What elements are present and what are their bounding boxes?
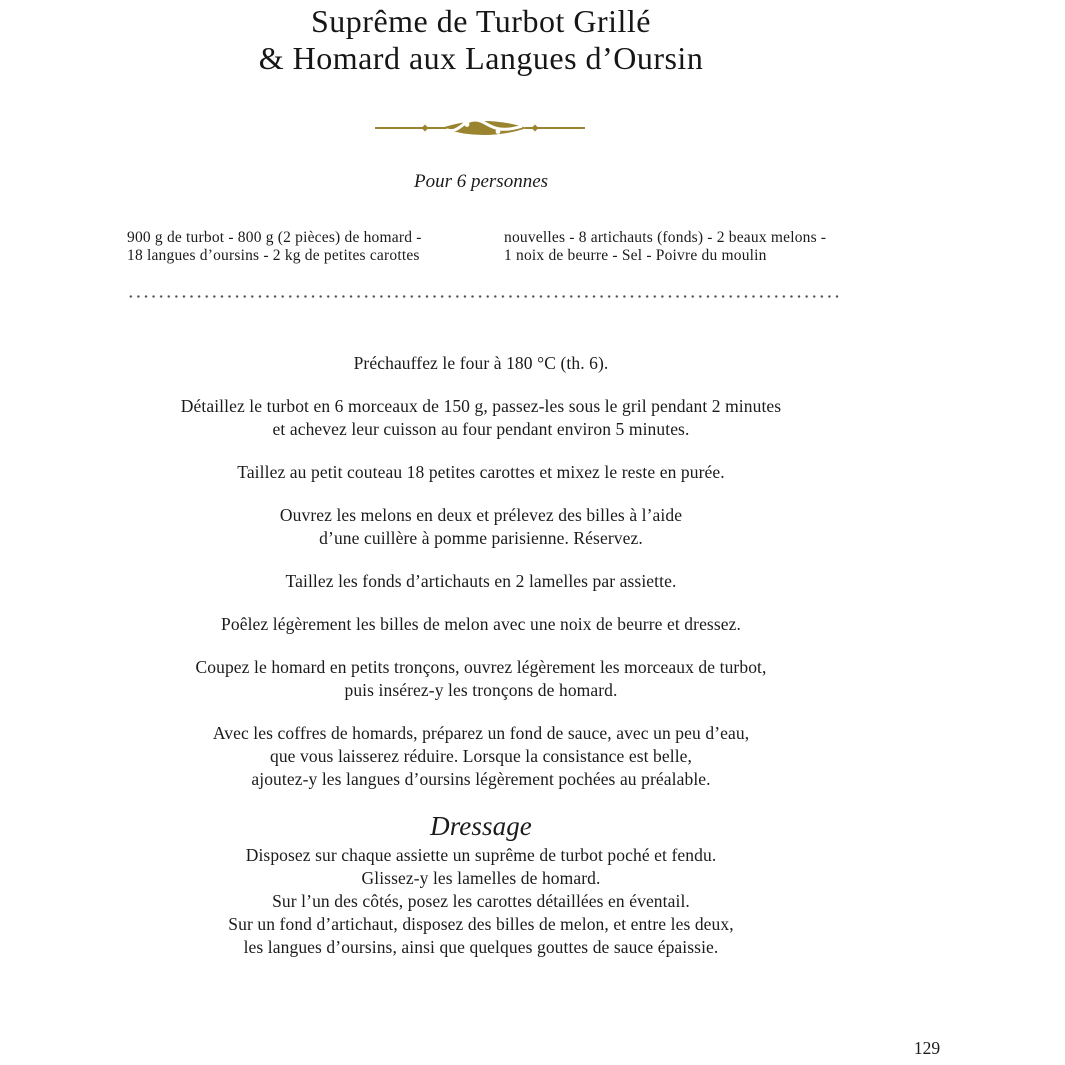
recipe-step <box>0 570 962 593</box>
dressage-line: Sur l’un des côtés, posez les carottes détaillées en éventail. <box>272 891 690 911</box>
text-line: Détaillez le turbot en 6 morceaux de 150 g, passez-les sous le gril pendant 2 minutes <box>180 396 782 416</box>
recipe-title-line1: Suprême de Turbot Grillé <box>311 3 651 39</box>
dressage-line: les langues d’oursins, ainsi que quelques gouttes de sauce épaissie. <box>243 937 719 957</box>
recipe-body <box>0 352 962 959</box>
recipe-title-line2: & Homard aux Langues d’Oursin <box>258 40 704 76</box>
text-line: puis insérez-y les tronçons de homard. <box>344 680 618 700</box>
ingredients-column-1 <box>127 229 466 264</box>
dressage-line: Sur un fond d’artichaut, disposez des billes de melon, et entre les deux, <box>228 914 734 934</box>
text-line: Coupez le homard en petits tronçons, ouvrez légèrement les morceaux de turbot, <box>195 657 767 677</box>
ingredient-line: 18 langues d’oursins - 2 kg de petites carottes <box>127 246 420 264</box>
dressage-lines <box>0 844 962 959</box>
recipe-step <box>0 395 962 441</box>
dressage-heading: Dressage <box>430 811 532 841</box>
text-line: Taillez les fonds d’artichauts en 2 lamelles par assiette. <box>285 571 677 591</box>
recipe-step <box>0 504 962 550</box>
dressage-line: Glissez-y les lamelles de homard. <box>361 868 601 888</box>
text-line: ajoutez-y les langues d’oursins légèrement pochées au préalable. <box>251 769 711 789</box>
recipe-step <box>0 722 962 791</box>
recipe-steps <box>0 352 962 791</box>
text-line: Taillez au petit couteau 18 petites carottes et mixez le reste en purée. <box>237 462 725 482</box>
text-line: que vous laisserez réduire. Lorsque la consistance est belle, <box>269 746 693 766</box>
dressage-line: Disposez sur chaque assiette un suprême de turbot poché et fendu. <box>245 845 717 865</box>
text-line: et achevez leur cuisson au four pendant environ 5 minutes. <box>272 419 690 439</box>
ingredient-line: nouvelles - 8 artichauts (fonds) - 2 beaux melons - <box>504 229 827 246</box>
text-line: Préchauffez le four à 180 °C (th. 6). <box>353 353 609 373</box>
text-line: Poêlez légèrement les billes de melon avec une noix de beurre et dressez. <box>221 614 741 634</box>
dotted-divider <box>127 295 839 298</box>
ingredient-line: 1 noix de beurre - Sel - Poivre du moulin <box>504 246 767 264</box>
recipe-step <box>0 461 962 484</box>
text-line: d’une cuillère à pomme parisienne. Réservez. <box>319 528 643 548</box>
recipe-step <box>0 656 962 702</box>
recipe-step <box>0 352 962 375</box>
page-number: 129 <box>913 1038 941 1058</box>
text-line: Ouvrez les melons en deux et prélevez des billes à l’aide <box>279 505 683 525</box>
text-line: Avec les coffres de homards, préparez un fond de sauce, avec un peu d’eau, <box>212 723 750 743</box>
serving-note: Pour 6 personnes <box>413 171 549 192</box>
ingredients-list <box>127 229 843 264</box>
ornament-divider-icon <box>375 114 585 142</box>
recipe-title <box>0 3 962 77</box>
ingredient-line: 900 g de turbot - 800 g (2 pièces) de homard - <box>127 229 422 246</box>
ingredients-column-2 <box>504 229 843 264</box>
recipe-step <box>0 613 962 636</box>
